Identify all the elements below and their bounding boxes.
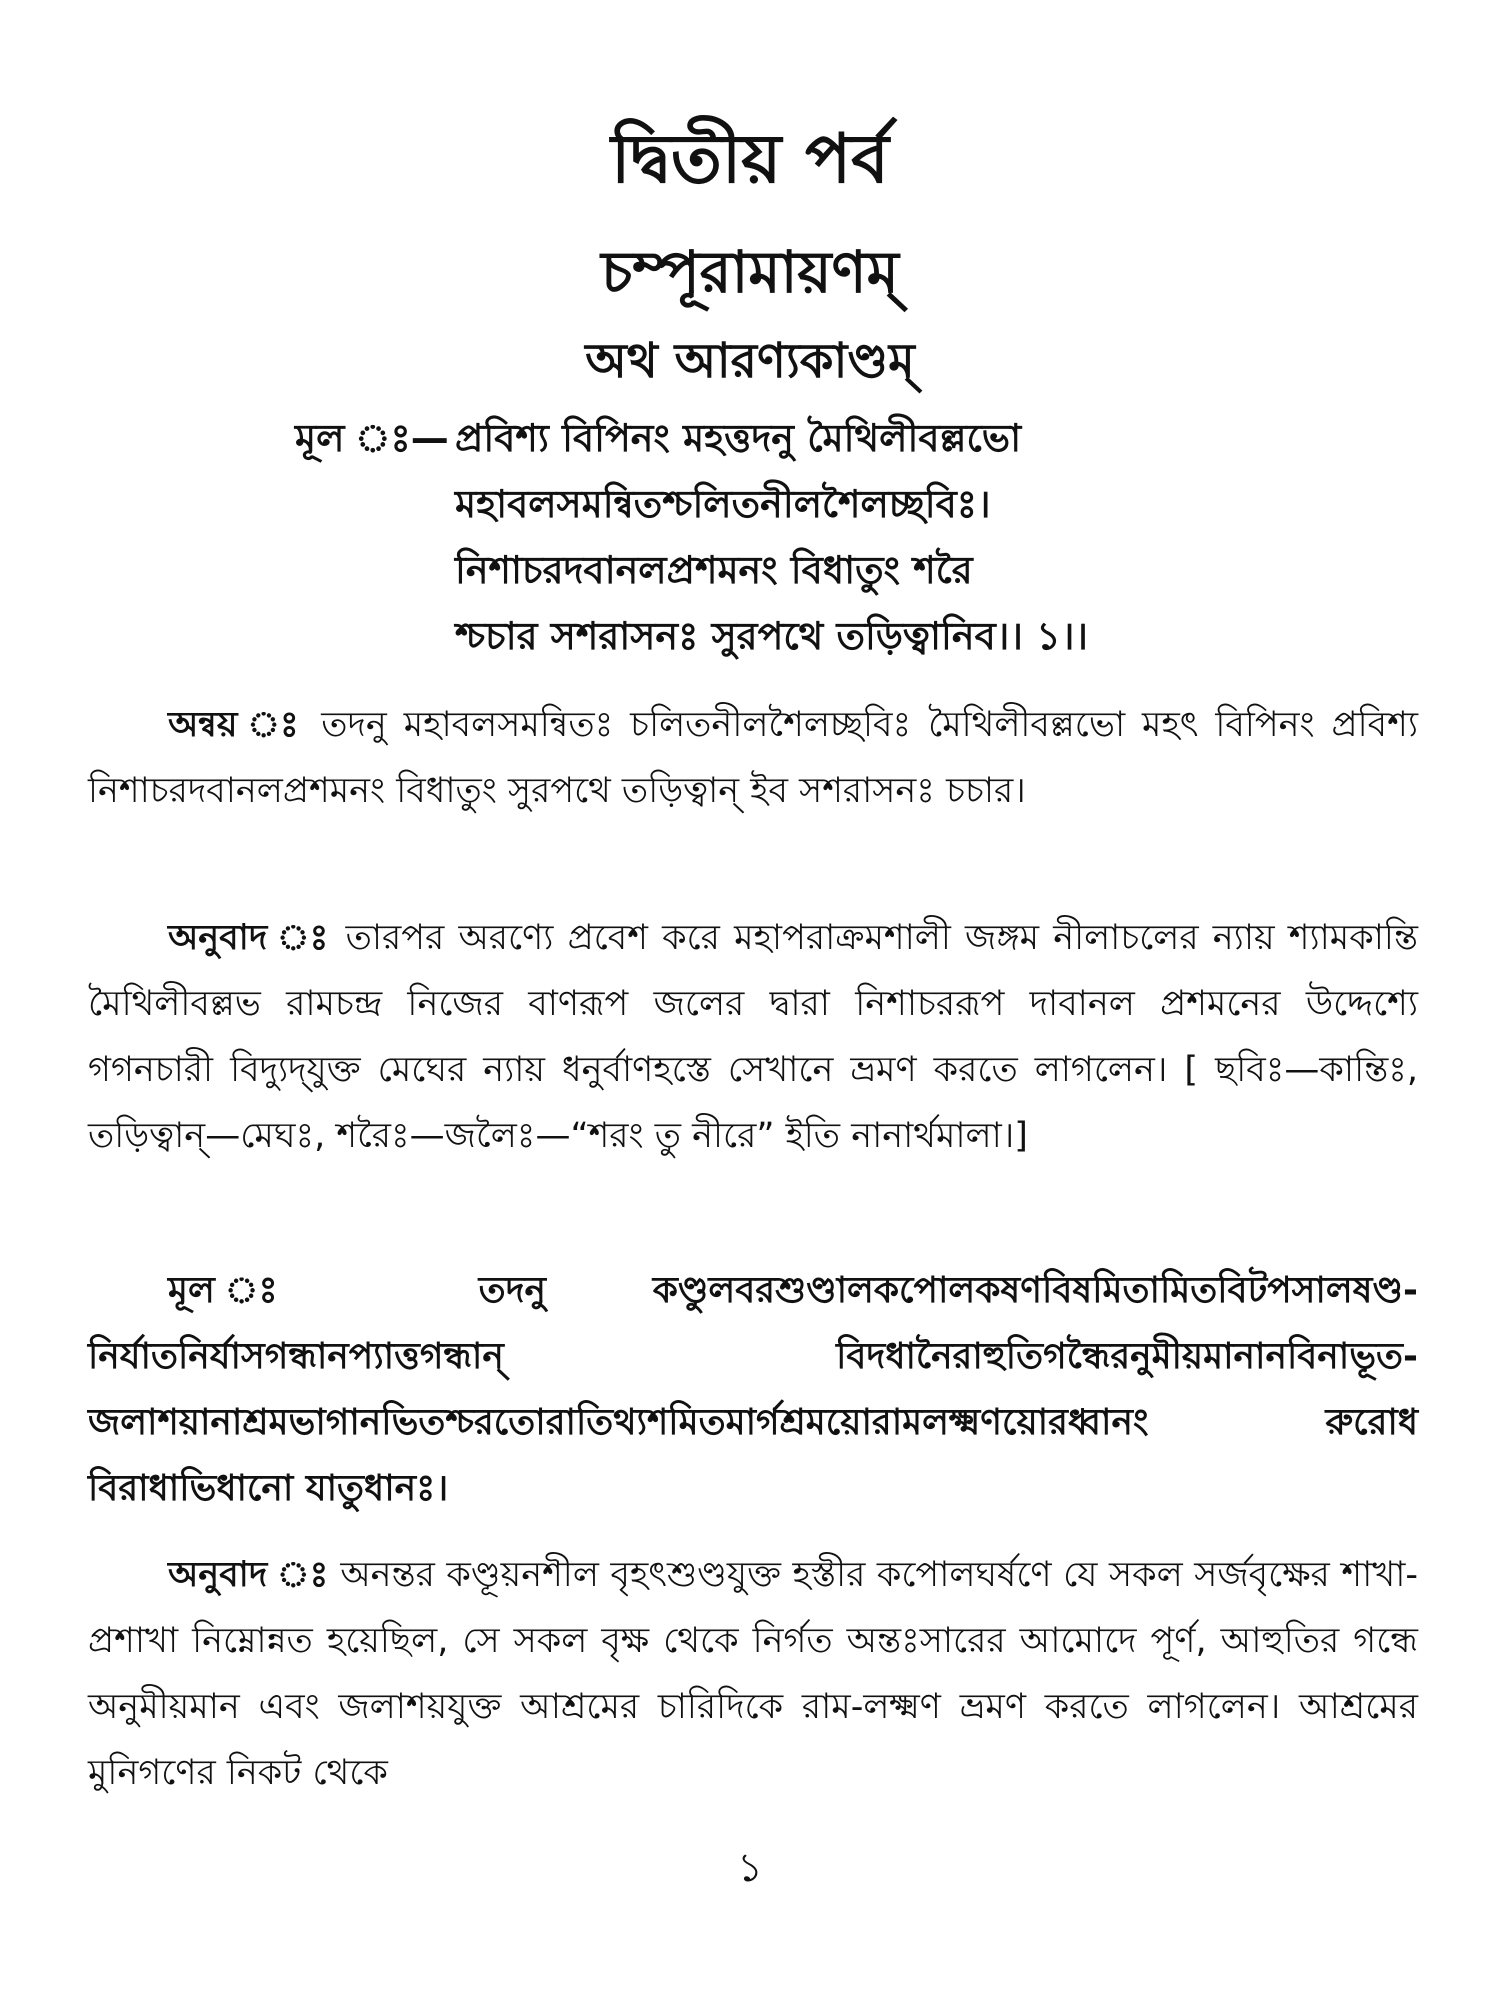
verse-line-3: নিশাচরদবানলপ্রশমনং বিধাতুং শরৈ <box>455 548 973 592</box>
page-number: ১ <box>737 1845 763 1891</box>
anvaya-text: তদনু মহাবলসমন্বিতঃ চলিতনীলশৈলচ্ছবিঃ মৈথিলীবল্লভো মহৎ বিপিনং প্রবিশ্য নিশাচরদবানলপ্রশমনং বিধাতুং সুরপথে তড়িত্বান্ ইব সশরাসনঃ চচার। <box>88 705 1418 811</box>
translation-paragraph-2 <box>88 1542 1418 1812</box>
mool-label-2: মূল ঃ <box>168 1270 372 1311</box>
mool-text-2: তদনু কণ্ডুলবরশুণ্ডালকপোলকষণবিষমিতামিতবিটপসালষণ্ড-নির্যাতনির্যাসগন্ধানপ্যাত্তগন্ধান্ বিদধানৈরাহুতিগন্ধৈরনুমীয়মানানবিনাভূত-জলাশয়ানাশ্রমভাগানভিতশ্চরতোরাতিথ্যশমিতমার্গশ্রময়োরামলক্ষ্মণয়োরধ্বানং রুরোধ বিরাধাভিধানো যাতুধানঃ। <box>88 1270 1418 1509</box>
translation-text-1: তারপর অরণ্যে প্রবেশ করে মহাপরাক্রমশালী জঙ্গম নীলাচলের ন্যায় শ্যামকান্তি মৈথিলীবল্লভ রামচন্দ্র নিজের বাণরূপ জলের দ্বারা নিশাচররূপ দাবানল প্রশমনের উদ্দেশ্যে গগনচারী বিদ্যুদ্‌যুক্ত মেঘের ন্যায় ধনুর্বাণহস্তে সেখানে ভ্রমণ করতে লাগলেন। [ ছবিঃ—কান্তিঃ, তড়িত্বান্—মেঘঃ, শরৈঃ—জলৈঃ—“শরং তু নীরে” ইতি নানার্থমালা।] <box>88 918 1418 1156</box>
book-title: চম্পূরামায়ণম্ <box>601 238 899 306</box>
verse-line-4: শ্চচার সশরাসনঃ সুরপথে তড়িত্বানিব।। ১।। <box>455 614 1088 658</box>
part-title: দ্বিতীয় পর্ব <box>610 120 890 199</box>
canto-title: অথ আরণ্যকাণ্ডম্ <box>585 333 915 389</box>
anvaya-paragraph <box>88 692 1418 892</box>
anvaya-label: অন্বয় ঃ <box>168 705 305 745</box>
translation-label-2: অনুবাদ ঃ <box>168 1555 329 1595</box>
translation-label-1: অনুবাদ ঃ <box>168 918 332 958</box>
verse-line-2: মহাবলসমন্বিতশ্চলিতনীলশৈলচ্ছবিঃ। <box>455 482 991 526</box>
verse-label: মূল ঃ— <box>295 416 449 460</box>
verse-line-1: প্রবিশ্য বিপিনং মহত্তদনু মৈথিলীবল্লভো <box>455 416 1022 460</box>
translation-paragraph-1 <box>88 905 1418 1240</box>
mool-paragraph-2 <box>88 1258 1418 1526</box>
translation-text-2: অনন্তর কণ্ডূয়নশীল বৃহৎশুণ্ডযুক্ত হস্তীর কপোলঘর্ষণে যে সকল সর্জবৃক্ষের শাখা-প্রশাখা নিম্নোন্নত হয়েছিল, সে সকল বৃক্ষ থেকে নির্গত অন্তঃসারের আমোদে পূর্ণ, আহুতির গন্ধে অনুমীয়মান এবং জলাশয়যুক্ত আশ্রমের চারিদিকে রাম-লক্ষ্মণ ভ্রমণ করতে লাগলেন। আশ্রমের মুনিগণের নিকট থেকে <box>88 1555 1418 1793</box>
